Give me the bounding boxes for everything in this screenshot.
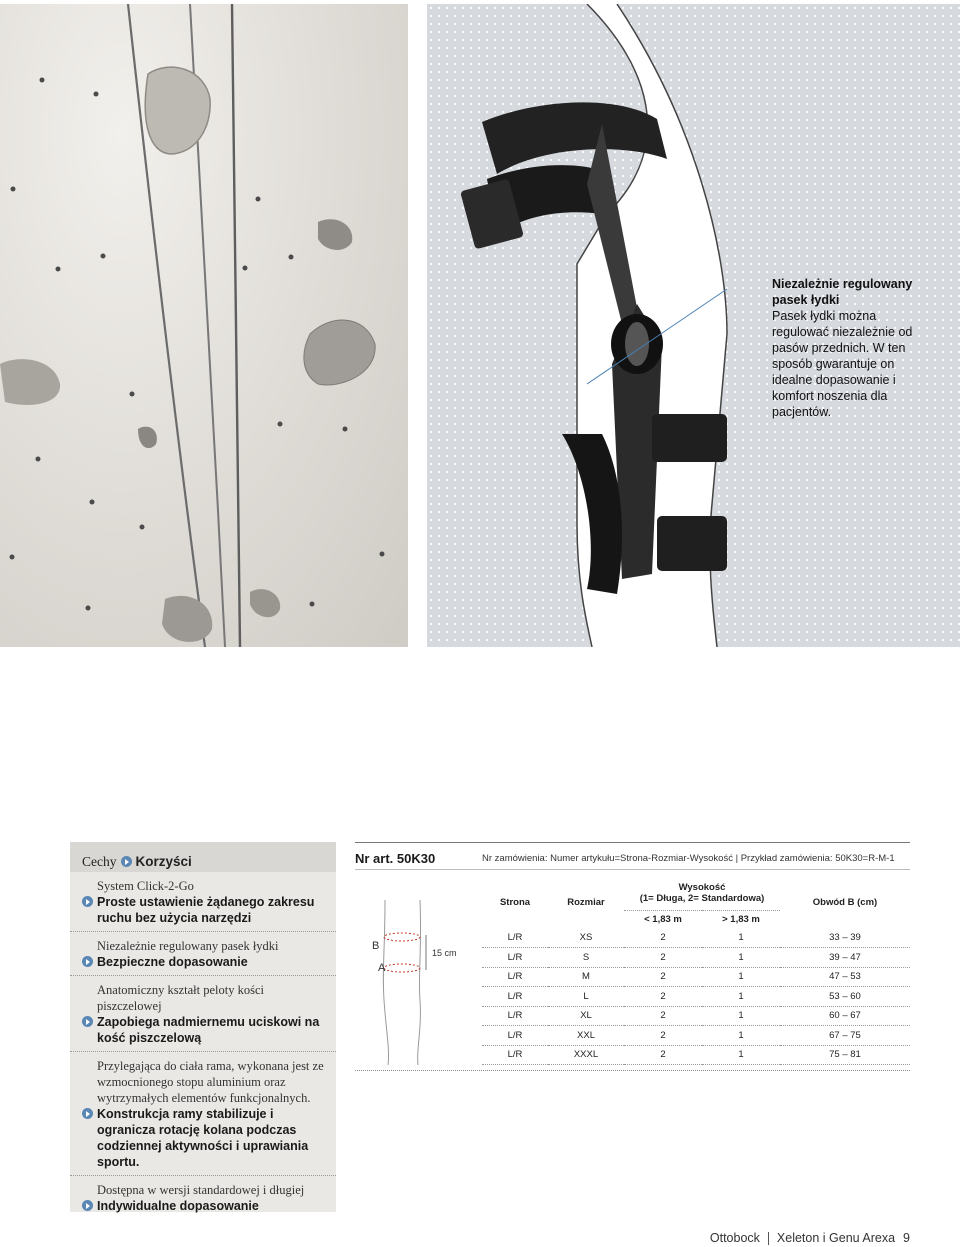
feature-text: Niezależnie regulowany pasek łydki	[97, 939, 279, 953]
benefit-text: Proste ustawienie żądanego zakresu ruchu bez użycia narzędzi	[97, 895, 315, 925]
benefits-label: Korzyści	[135, 854, 192, 869]
label-a: A	[378, 962, 386, 974]
order-rule-mid	[355, 869, 910, 870]
label-15cm: 15 cm	[432, 948, 457, 958]
cell-rozmiar: M	[548, 967, 624, 987]
cell-long: 1	[702, 1006, 780, 1026]
footer-separator	[768, 1232, 769, 1245]
table-row	[482, 1006, 910, 1026]
cell-long: 1	[702, 928, 780, 948]
benefit-text: Konstrukcja ramy stabilizuje i ogranicza rotację kolana podczas codziennej aktywności i uprawiania sportu.	[97, 1107, 309, 1169]
footer-brand: Ottobock	[709, 1231, 760, 1245]
cell-rozmiar: L	[548, 987, 624, 1007]
cell-short: 2	[624, 1045, 702, 1065]
header-wysokosc-sub: (1= Długa, 2= Standardowa)	[639, 892, 765, 904]
cell-strona: L/R	[482, 987, 548, 1007]
benefit-item	[82, 894, 326, 926]
article-number-label: Nr art.	[355, 851, 394, 866]
table-row	[482, 987, 910, 1007]
header-long: > 1,83 m	[702, 910, 780, 928]
header-short: < 1,83 m	[624, 910, 702, 928]
cell-long: 1	[702, 1045, 780, 1065]
feature-group	[70, 932, 336, 976]
benefit-text: Indywidualne dopasowanie	[97, 1199, 259, 1213]
cell-obwod: 75 – 81	[780, 1045, 910, 1065]
cell-short: 2	[624, 948, 702, 968]
page-footer	[710, 1231, 910, 1245]
cell-long: 1	[702, 948, 780, 968]
header-wysokosc	[624, 876, 780, 910]
footer-product: Xeleton i Genu Arexa	[776, 1231, 896, 1245]
benefit-item	[82, 1014, 326, 1046]
cell-obwod: 39 – 47	[780, 948, 910, 968]
order-rule-top	[355, 842, 910, 843]
cell-long: 1	[702, 987, 780, 1007]
cell-obwod: 67 – 75	[780, 1026, 910, 1046]
table-row	[482, 948, 910, 968]
cell-obwod: 60 – 67	[780, 1006, 910, 1026]
measurement-diagram	[360, 890, 470, 1070]
features-label: Cechy	[82, 853, 117, 869]
cell-obwod: 53 – 60	[780, 987, 910, 1007]
cell-short: 2	[624, 1006, 702, 1026]
benefit-item	[82, 1198, 326, 1214]
cell-obwod: 47 – 53	[780, 967, 910, 987]
cell-long: 1	[702, 1026, 780, 1046]
table-row	[482, 928, 910, 948]
cell-rozmiar: XS	[548, 928, 624, 948]
table-row	[482, 1045, 910, 1065]
cell-strona: L/R	[482, 967, 548, 987]
page-number: 9	[903, 1231, 910, 1245]
order-info: Nr zamówienia: Numer artykułu=Strona-Rozmiar-Wysokość | Przykład zamówienia: 50K30=R-M-1	[482, 853, 895, 864]
header-rozmiar: Rozmiar	[567, 896, 605, 908]
benefit-item	[82, 954, 326, 970]
callout-body: Pasek łydki można regulować niezależnie od pasów przednich. W ten sposób gwarantuje on idealne dopasowanie i komfort noszenia dla pacjentów.	[772, 309, 913, 419]
cell-rozmiar: XXL	[548, 1026, 624, 1046]
table-row	[482, 967, 910, 987]
cell-short: 2	[624, 967, 702, 987]
feature-text: Anatomiczny kształt peloty kości piszczelowej	[97, 983, 264, 1013]
table-header-row	[482, 876, 910, 910]
arrow-right-icon	[82, 1016, 93, 1027]
cell-rozmiar: XXXL	[548, 1045, 624, 1065]
arrow-right-icon	[82, 1108, 93, 1119]
feature-text: Przylegająca do ciała rama, wykonana jest ze wzmocnionego stopu aluminium oraz wytrzymałych elementów funkcjonalnych.	[97, 1059, 324, 1105]
order-rule-bottom	[355, 1070, 910, 1071]
cell-rozmiar: XL	[548, 1006, 624, 1026]
arrow-right-icon	[82, 956, 93, 967]
features-header	[70, 842, 336, 872]
climbing-wall-photo	[0, 4, 408, 647]
leg-measurement-icon	[360, 890, 470, 1065]
callout-title: Niezależnie regulowany pasek łydki	[772, 277, 913, 307]
header-obwod: Obwód B (cm)	[812, 896, 878, 908]
cell-strona: L/R	[482, 948, 548, 968]
label-b: B	[372, 940, 380, 952]
article-number-value: 50K30	[396, 851, 436, 866]
size-table	[482, 876, 910, 1065]
cell-strona: L/R	[482, 1045, 548, 1065]
feature-group	[70, 1176, 336, 1219]
header-strona: Strona	[499, 896, 531, 908]
calf-strap-callout	[772, 276, 932, 420]
cell-long: 1	[702, 967, 780, 987]
benefit-text: Zapobiega nadmiernemu uciskowi na kość piszczelową	[97, 1015, 320, 1045]
feature-text: Dostępna w wersji standardowej i długiej	[97, 1183, 305, 1197]
table-row	[482, 1026, 910, 1046]
cell-short: 2	[624, 987, 702, 1007]
article-number	[355, 851, 435, 866]
features-benefits-box	[70, 842, 336, 1212]
cell-rozmiar: S	[548, 948, 624, 968]
header-wysokosc-title: Wysokość	[678, 881, 726, 893]
cell-strona: L/R	[482, 1006, 548, 1026]
cell-strona: L/R	[482, 1026, 548, 1046]
feature-group	[70, 976, 336, 1052]
arrow-right-icon	[121, 856, 132, 867]
feature-text: System Click-2-Go	[97, 879, 194, 893]
feature-group	[70, 872, 336, 932]
cell-obwod: 33 – 39	[780, 928, 910, 948]
benefit-text: Bezpieczne dopasowanie	[97, 955, 248, 969]
feature-group	[70, 1052, 336, 1176]
cell-short: 2	[624, 1026, 702, 1046]
benefit-item	[82, 1106, 326, 1170]
cell-strona: L/R	[482, 928, 548, 948]
arrow-right-icon	[82, 896, 93, 907]
cell-short: 2	[624, 928, 702, 948]
arrow-right-icon	[82, 1200, 93, 1211]
